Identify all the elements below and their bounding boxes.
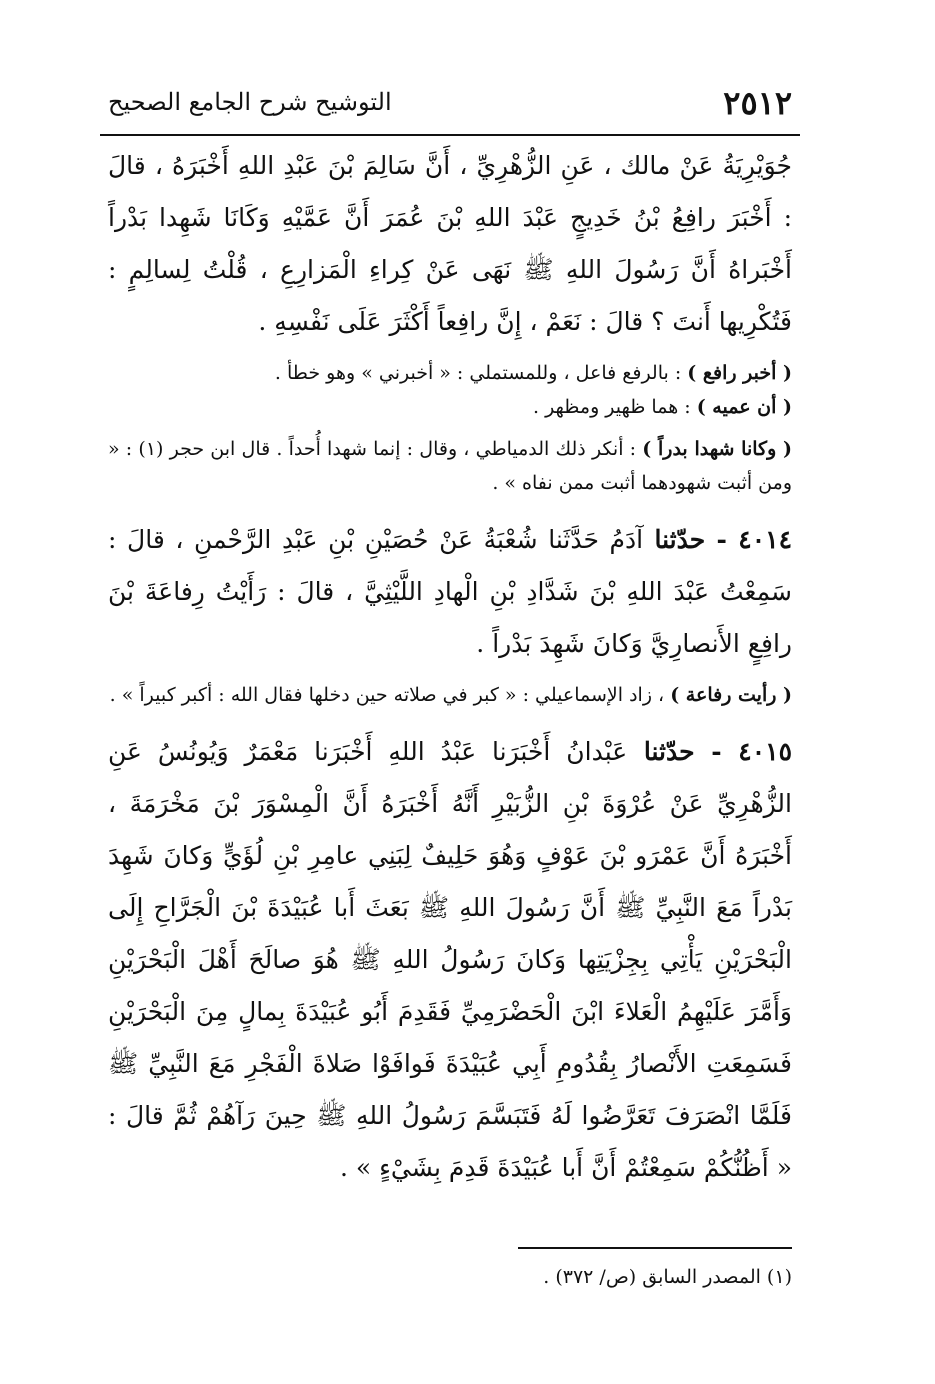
page-header (100, 78, 800, 136)
hadith-number: ٤٠١٥ (738, 737, 792, 766)
hadith-number: ٤٠١٤ (738, 525, 792, 554)
hadith-text-continued: جُوَيْرِيَةُ عَنْ مالك ، عَنِ الزُّهْرِيِّ ، أَنَّ سَالِمَ بْنَ عَبْدِ اللهِ أَخْبَرَهُ ، قالَ : أَخْبَرَ رافِعُ بْنُ خَدِيجٍ عَبْدَ اللهِ بْنَ عُمَرَ أَنَّ عَمَّيْهِ وَكَانَا شَهِدا بَدْراً أَخْبَراهُ أَنَّ رَسُولَ اللهِ ﷺ نَهَى عَنْ كِراءِ الْمَزارِعِ ، قُلْتُ لِسالِمٍ : فَتُكْرِيها أَنتَ ؟ قالَ : نَعَمْ ، إِنَّ رافِعاً أَكْثَرَ عَلَى نَفْسِهِ . (108, 151, 792, 336)
note-term: ( أن عميه ) (696, 396, 792, 418)
note-term: ( وكانا شهدا بدراً ) (642, 438, 792, 460)
note-text: : أنكر ذلك الدمياطي ، وقال : إنما شهدا أُحداً . قال ابن حجر (١) : « ومن أثبت شهودهما أثبت ممن نفاه » . (108, 438, 792, 494)
hadith-text: آدَمُ حَدَّثَنا شُعْبَةُ عَنْ حُصَيْنِ بْنِ عَبْدِ الرَّحْمنِ ، قالَ : سَمِعْتُ عَبْدَ اللهِ بْنَ شَدَّادِ بْنِ الْهادِ اللَّيْثِيَّ ، قالَ : رَأَيْتُ رِفاعَةَ بْنَ رافِعٍ الأَنصارِيَّ وَكانَ شَهِدَ بَدْراً . (108, 525, 792, 658)
hadith-4014 (108, 514, 792, 670)
note-text: : بالرفع فاعل ، وللمستملي : « أخبرني » وهو خطأ . (274, 362, 688, 384)
hadith-lead: - حدّثنا (643, 525, 739, 554)
note-term: ( رأيت رفاعة ) (670, 684, 792, 706)
commentary-note (108, 678, 792, 712)
note-text: ، زاد الإسماعيلي : « كبر في صلاته حين دخلها فقال الله : أكبر كبيراً » . (109, 684, 671, 706)
note-text: : هما ظهير ومظهر . (532, 396, 697, 418)
commentary-note (108, 356, 792, 390)
hadith-4015 (108, 726, 792, 1194)
hadith-text: عَبْدانُ أَخْبَرَنا عَبْدُ اللهِ أَخْبَرَنا مَعْمَرٌ وَيُونُسُ عَنِ الزُّهْرِيِّ عَنْ عُرْوَةَ بْنِ الزُّبَيْرِ أَنَّهُ أَخْبَرَهُ أَنَّ الْمِسْوَرَ بْنَ مَخْرَمَةَ ، أَخْبَرَهُ أَنَّ عَمْرَو بْنَ عَوْفٍ وَهُوَ حَلِيفٌ لِبَنِي عامِرِ بْنِ لُؤَيٍّ وَكانَ شَهِدَ بَدْراً مَعَ النَّبِيِّ ﷺ أَنَّ رَسُولَ اللهِ ﷺ بَعَثَ أَبا عُبَيْدَةَ بْنَ الْجَرَّاحِ إِلَى الْبَحْرَيْنِ يَأْتِي بِجِزْيَتِها وَكانَ رَسُولُ اللهِ ﷺ هُوَ صالَحَ أَهْلَ الْبَحْرَيْنِ وَأَمَّرَ عَلَيْهِمُ الْعَلاءَ ابْنَ الْحَضْرَمِيِّ فَقَدِمَ أَبُو عُبَيْدَةَ بِمالٍ مِنَ الْبَحْرَيْنِ فَسَمِعَتِ الأَنْصارُ بِقُدُومِ أَبِي عُبَيْدَةَ فَوافَوْا صَلاةَ الْفَجْرِ مَعَ النَّبِيِّ ﷺ فَلَمَّا انْصَرَفَ تَعَرَّضُوا لَهُ فَتَبَسَّمَ رَسُولُ اللهِ ﷺ حِينَ رَآهُمْ ثُمَّ قالَ : « أَظُنُّكُمْ سَمِعْتُمْ أَنَّ أَبا عُبَيْدَةَ قَدِمَ بِشَيْءٍ » . (108, 737, 792, 1182)
footnote: (١) المصدر السابق (ص/ ٣٧٢) . (543, 1266, 792, 1288)
page-number: ٢٥١٢ (723, 84, 792, 122)
note-term: ( أخبر رافع ) (687, 362, 792, 384)
running-title: التوشيح شرح الجامع الصحيح (108, 88, 392, 116)
header-rule (100, 134, 800, 136)
hadith-lead: - حدّثنا (627, 737, 739, 766)
page-body (108, 140, 792, 1194)
commentary-note (108, 390, 792, 424)
commentary-note (108, 432, 792, 500)
footnote-rule (518, 1247, 792, 1249)
